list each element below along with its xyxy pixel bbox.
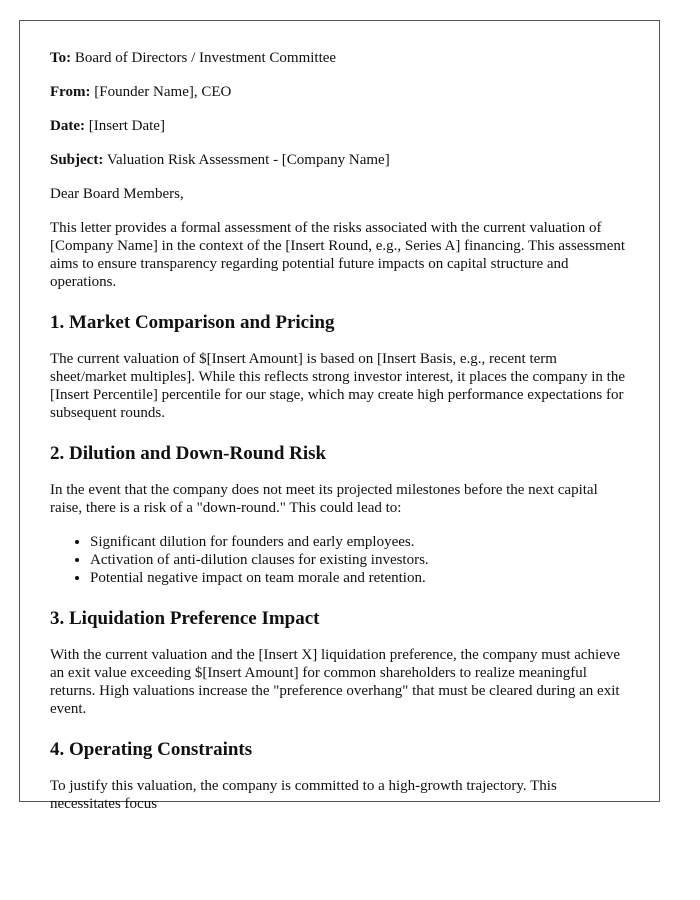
date-label: Date: [50, 118, 85, 134]
list-item: • Significant dilution for founders and early employees. [90, 533, 629, 551]
list-item: • Activation of anti-dilution clauses for existing investors. [90, 551, 629, 569]
date-line [50, 117, 629, 135]
subject-line [50, 151, 629, 169]
section-body-liquidation: With the current valuation and the [Insert X] liquidation preference, the company must achieve an exit value exceeding $[Insert Amount] for common shareholders to realize meaningful returns. High valuations increase the "preference overhang" that must be cleared during an exit event. [50, 647, 621, 717]
from-label: From: [50, 84, 91, 100]
section-heading-operating: 4. Operating Constraints [50, 739, 253, 760]
subject-value: Valuation Risk Assessment - [Company Name] [106, 152, 390, 168]
intro-paragraph: This letter provides a formal assessment of the risks associated with the current valuation of [Company Name] in the context of the [Insert Round, e.g., Series A] financing. This assessment aims to ensure transparency regarding potential future impacts on capital structure and operations. [50, 220, 626, 290]
salutation: Dear Board Members, [50, 186, 184, 202]
section-body-dilution: In the event that the company does not meet its projected milestones before the next capital raise, there is a risk of a "down-round." This could lead to: [50, 482, 598, 516]
from-value: [Founder Name], CEO [94, 84, 232, 100]
section-heading-dilution: 2. Dilution and Down-Round Risk [50, 443, 327, 464]
to-label: To: [50, 50, 72, 66]
to-line [50, 49, 629, 67]
to-value: Board of Directors / Investment Committee [74, 50, 337, 66]
date-value: [Insert Date] [88, 118, 165, 134]
section-body-market: The current valuation of $[Insert Amount] is based on [Insert Basis, e.g., recent term sheet/market multiples]. While this reflects strong investor interest, it places the company in the [Insert Percentile] percentile for our stage, which may create high performance expectations for subsequent rounds. [50, 351, 625, 421]
letter-page [19, 20, 660, 812]
dilution-risk-list [50, 533, 629, 587]
subject-label: Subject: [50, 152, 104, 168]
list-item: • Potential negative impact on team morale and retention. [90, 569, 629, 587]
section-body-operating: To justify this valuation, the company is committed to a high-growth trajectory. This necessitates focus [50, 778, 557, 812]
letter-content [20, 21, 659, 813]
section-heading-liquidation: 3. Liquidation Preference Impact [50, 608, 320, 629]
section-heading-market: 1. Market Comparison and Pricing [50, 312, 335, 333]
from-line [50, 83, 629, 101]
